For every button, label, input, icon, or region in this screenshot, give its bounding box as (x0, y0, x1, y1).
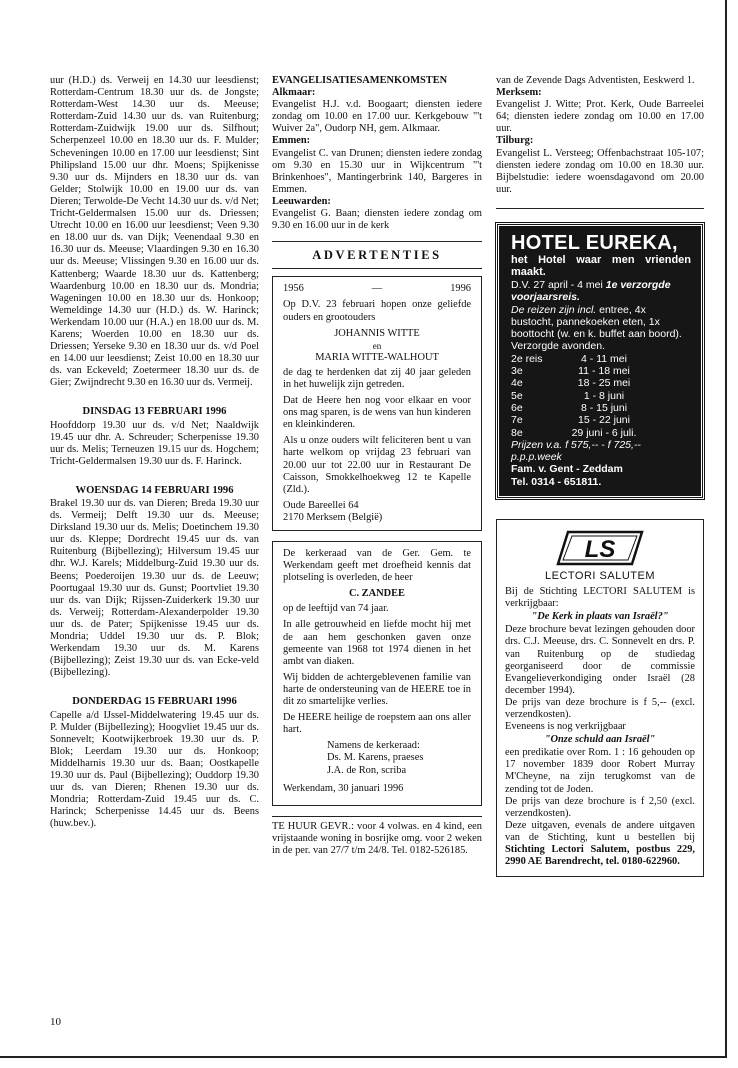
day-heading-wednesday: WOENSDAG 14 FEBRUARI 1996 (75, 484, 234, 496)
place-heading-leeuwarden: Leeuwarden: (272, 195, 331, 207)
place-text-emmen: Evangelist C. van Drunen; diensten iedere zondag om 9.30 en 15.30 uur in Wijkcentrum "'t Brinkenhoes", Mantingerbrink 140, Bargeres in Emmen. (272, 147, 482, 195)
hotel-includes-label: De reizen zijn incl. (511, 303, 597, 316)
column-1 (50, 75, 259, 830)
hotel-trip-number: 6e (511, 401, 523, 414)
obituary-age: op de leeftijd van 74 jaar. (283, 603, 389, 615)
hotel-includes-text: entree, 4x bustocht, pannekoeken eten, 1x boottocht (w. en k. buffet aan boord). Verzorgde avonden. (511, 303, 682, 353)
anniversary-address-2: 2170 Merksem (België) (283, 511, 383, 523)
svg-text:LS: LS (584, 535, 616, 563)
obituary-signature-3: J.A. de Ron, scriba (327, 764, 407, 776)
anniversary-and: en (372, 340, 382, 351)
hotel-trip-row (511, 402, 691, 414)
day-heading-tuesday: DINSDAG 13 FEBRUARI 1996 (82, 406, 227, 418)
page-number: 10 (50, 1016, 61, 1028)
hotel-trip-row (511, 365, 691, 377)
classified-ad (272, 816, 482, 857)
advertisements-heading: ADVERTENTIES (272, 241, 482, 269)
lectori-book-1-price: De prijs van deze brochure is f 5,-- (excl. verzendkosten). (505, 696, 695, 721)
services-wednesday: Brakel 19.30 uur ds. van Dieren; Breda 19.30 uur ds. Vermeij; Delft 19.30 uur ds. Meeuse; Dirksland 19.30 uur ds. Melis; Doetinchem 19.30 uur ds. Kleppe; Dordrecht 19.45 uur ds. van Ruitenburg (Bijbellezing); Hilversum 19.45 uur dhr. W.J. Karels; Middelburg-Zuid 19.30 uur ds. Beens; Poederoijen 19.30 uur ds. de Leeuw; Poortugaal 19.30 uur ds. Gunst; Poortvliet 19.30 uur ds. van Dijk; Rijssen-Zuiderkerk 19.30 uur ds. Verweij; Rotterdam-Alexanderpolder 19.30 uur ds. de Pater; Spijkenisse 19.45 uur ds. Mondria; Uddel 19.30 uur ds. P. Blok; Werkendam 19.30 uur ds. M. Karens (Bijbellezing); Zeist 19.30 uur ds. van Ecke-veld (Bijbellezing). (50, 498, 259, 679)
place-heading-tilburg: Tilburg: (496, 135, 534, 147)
classified-text: TE HUUR GEVR.: voor 4 volwas. en 4 kind, een vrijstaande woning in bosrijke omg. voor 2 weken in de per. van 27/7 t/m 24/8. Tel. 0182-526185. (272, 820, 482, 856)
anniversary-text-4: Als u onze ouders wilt feliciteren bent u van harte welkom op vrijdag 23 februari van 20.00 uur tot 22.00 uur in Restaurant De Caisson, Smokkelhoekweg 12 te Kapelle (Zld.). (283, 435, 471, 495)
hotel-subtitle: het Hotel waar men vrienden maakt. (511, 253, 691, 279)
place-heading-alkmaar: Alkmaar: (272, 87, 316, 99)
obituary-date: Werkendam, 30 januari 1996 (283, 782, 404, 794)
place-text-leeuwarden: Evangelist G. Baan; diensten iedere zondag om 9.30 en 16.00 uur in de kerk (272, 208, 482, 232)
day-heading-thursday: DONDERDAG 15 FEBRUARI 1996 (72, 696, 237, 708)
lectori-book-1: "De Kerk in plaats van Israël?" (531, 611, 669, 623)
services-tuesday: Hoofddorp 19.30 uur ds. v/d Net; Naaldwijk 19.45 uur dhr. A. Schreuder; Scherpenisse 19.30 uur ds. Melis; Terneuzen 19.15 uur ds. Hogchem; Tricht-Geldermalsen 19.30 uur ds. F. Harinck. (50, 419, 259, 467)
hotel-owner: Fam. v. Gent - Zeddam (511, 463, 623, 476)
hotel-trip-dates: D.V. 27 april - 4 mei (511, 278, 606, 291)
lectori-also: Eveneens is nog verkrijgbaar (505, 721, 626, 733)
hotel-trip-dates: 1 - 8 juni (583, 389, 625, 402)
obituary-text-3: In alle getrouwheid en liefde mocht hij met de aan hem geschonken gaven onze gemeente van 1968 tot 1974 dienen in het ambt van diaken. (283, 619, 471, 667)
lectori-book-2-desc: een predikatie over Rom. 1 : 16 gehouden op 17 november 1839 door Robert Murray M'Cheyne, na zijn terugkomst van de zending tot de Joden. (505, 747, 695, 795)
hotel-trip-dates: 11 - 18 mei (578, 365, 630, 378)
services-continued: uur (H.D.) ds. Verweij en 14.30 uur leesdienst; Rotterdam-Centrum 18.30 uur ds. de Jongste; Rotterdam-West 14.30 uur ds. Meeuse; Rotterdam-Zuid 14.30 uur ds. van Ruitenburg; Rotterdam-Zuidwijk 19.00 uur ds. Silfhout; Scherpenzeel 10.00 en 18.30 uur ds. F. Mulder; Scheveningen 10.00 en 17.00 uur leesdienst; Sint Philipsland 15.00 uur dhr. Moens; Spijkenisse 9.30 uur ds. Mijnders en 18.30 uur ds. van Gelder; Stolwijk 10.00 en 19.00 uur ds. van Dieren; Terwolde-De Vecht 14.30 uur ds. v/d Net; Tricht-Geldermalsen 15.00 uur ds. Driessen; Utrecht 10.00 en 16.00 uur leesdienst; Veen 9.30 en 18.00 uur ds. van Dijk; Veenendaal 9.30 en 16.30 uur ds. Meeuse; Vlaardingen 9.30 en 16.30 uur ds. Meeuse; Vlissingen 9.30 en 16.00 uur ds. Kattenberg; Waarde 18.30 uur ds. Kattenberg; Waardenburg 10.00 en 18.30 uur ds. Mondria; Wageningen 10.00 en 18.30 uur ds. Honkoop; Wemeldinge 14.30 uur (H.D.) ds. W. Harinck; Werkendam 10.00 uur (H.A.) en 18.00 uur ds. M. Karens; Woerden 10.00 en 18.30 uur ds. Driessen; Yerseke 9.30 en 18.30 uur ds. v/d Poel en 14.00 uur leesdienst; Zeist 10.00 en 18.30 uur ds. van Eckeveld; Zoetermeer 18.30 uur ds. de Gier; Zwijndrecht 9.30 en 16.30 uur ds. Vermeij. (50, 75, 259, 389)
year-start: 1956 (283, 283, 304, 295)
obituary-signature-1: Namens de kerkeraad: (327, 740, 420, 752)
place-heading-merksem: Merksem: (496, 87, 542, 99)
obituary-signature-2: Ds. M. Karens, praeses (327, 752, 424, 764)
lectori-salutem-logo (554, 528, 646, 568)
anniversary-address-1: Oude Bareellei 64 (283, 499, 359, 511)
obituary-text-4: Wij bidden de achtergeblevenen familie van harte de ondersteuning van de HEERE toe in dit zo smartelijke verlies. (283, 671, 471, 708)
hotel-trip-row (511, 390, 691, 402)
anniversary-text-3: Dat de Heere hen nog voor elkaar en voor ons mag sparen, is de wens van hun kinderen en kleinkinderen. (283, 395, 471, 431)
obituary-announcement (272, 541, 482, 806)
hotel-trip-dates: 4 - 11 mei (581, 352, 627, 365)
section-title-evangelisation: EVANGELISATIESAMENKOMSTEN (272, 75, 448, 86)
place-text-continued: van de Zevende Dags Adventisten, Eeskwerd 1. (496, 75, 695, 86)
anniversary-announcement (272, 276, 482, 531)
hotel-title: HOTEL EUREKA, (511, 231, 678, 254)
year-end: 1996 (450, 283, 471, 295)
anniversary-text-2: de dag te herdenken dat zij 40 jaar geleden in het huwelijk zijn getreden. (283, 366, 471, 390)
hotel-trip-number: 2e reis (511, 352, 543, 365)
hotel-trip-dates: 15 - 22 juni (578, 414, 630, 427)
hotel-trip-dates: 18 - 25 mei (577, 377, 631, 390)
hotel-trip-row (511, 377, 691, 389)
hotel-trip-title: 1e verzorgde voorjaarsreis. (511, 278, 671, 304)
page-frame-right (725, 0, 727, 1058)
hotel-trip-row (511, 353, 691, 365)
hotel-trip-number: 8e (511, 426, 523, 439)
lectori-order-text: Deze uitgaven, evenals de andere uitgaven van de Stichting, kunt u bestellen bij (505, 819, 695, 843)
column-2 (272, 75, 482, 857)
obituary-text-5: De HEERE heilige de roepstem aan ons aller hart. (283, 712, 471, 736)
hotel-trip-number: 5e (511, 389, 523, 402)
lectori-intro: Bij de Stichting LECTORI SALUTEM is verkrijgbaar: (505, 586, 695, 610)
year-dash: — (371, 283, 383, 295)
hotel-trip-number: 3e (511, 365, 523, 378)
hotel-trip-number: 4e (511, 377, 523, 390)
hotel-trip-row (511, 427, 691, 439)
lectori-book-2-price: De prijs van deze brochure is f 2,50 (excl. verzendkosten). (505, 795, 695, 819)
lectori-title: LECTORI SALUTEM (545, 569, 655, 582)
place-text-tilburg: Evangelist L. Versteeg; Offenbachstraat 105-107; diensten iedere zondag om 10.00 en 18.30 uur. Bijbelstudie: iedere woensdagavond om 20.00 uur. (496, 147, 704, 195)
hotel-trip-row (511, 414, 691, 426)
hotel-trip-line (511, 279, 691, 304)
anniversary-name-1: JOHANNIS WITTE (334, 327, 420, 339)
hotel-trip-list (511, 353, 691, 439)
obituary-intro: De kerkeraad van de Ger. Gem. te Werkendam geeft met droefheid kennis dat plotseling is overleden, de heer (283, 548, 471, 584)
place-text-merksem: Evangelist J. Witte; Prot. Kerk, Oude Barreelei 64; diensten iedere zondag om 10.00 en 17.00 uur. (496, 99, 704, 135)
page-frame-bottom (0, 1056, 727, 1058)
place-heading-emmen: Emmen: (272, 135, 311, 147)
hotel-price: Prijzen v.a. f 575,-- - f 725,-- p.p.p.week (511, 438, 641, 464)
lectori-book-2: "Onze schuld aan Israël" (544, 734, 656, 746)
hotel-includes (511, 304, 691, 353)
hotel-phone: Tel. 0314 - 651811. (511, 475, 602, 488)
hotel-trip-dates: 8 - 15 juni (580, 401, 628, 414)
divider (496, 208, 704, 209)
obituary-name: C. ZANDEE (348, 588, 405, 600)
anniversary-intro: Op D.V. 23 februari hopen onze geliefde ouders en grootouders (283, 299, 471, 323)
lectori-salutem-ad (496, 519, 704, 877)
lectori-order-address: Stichting Lectori Salutem, postbus 229, 2990 AE Barendrecht, tel. 0180-622960. (505, 844, 695, 868)
anniversary-years (283, 283, 471, 295)
lectori-order (505, 820, 695, 868)
place-text-alkmaar: Evangelist H.J. v.d. Boogaart; diensten iedere zondag om 10.00 en 17.00 uur. Kerkgebouw "'t Wuiver 2a", Oudorp NH, gem. Alkmaar. (272, 99, 482, 135)
anniversary-name-2: MARIA WITTE-WALHOUT (315, 351, 439, 363)
lectori-book-1-desc: Deze brochure bevat lezingen gehouden door drs. C.J. Meeuse, drs. C. Sonnevelt en drs. P. van Ruitenburg op de studiedag georganiseerd door de commissie Evangelieverkondiging onder Israël (28 december 1994). (505, 624, 695, 696)
services-thursday: Capelle a/d IJssel-Middelwatering 19.45 uur ds. P. Mulder (Bijbellezing); Hoogvliet 19.45 uur ds. Sonnevelt; Kootwijkerbroek 19.30 uur ds. P. Blok; Leerdam 19.30 uur ds. Honkoop; Middelharnis 19.30 uur ds. Baan; Oostkapelle 19.30 uur ds. Paul (Bijbellezing); Ouddorp 19.30 uur ds. van Dieren; Rhenen 19.30 uur ds. Mondria; Rotterdam-Zuid 19.45 uur ds. C. Harinck; Scherpenisse 14.45 uur ds. Beens (huw.bev.). (50, 709, 259, 830)
hotel-trip-number: 7e (511, 414, 523, 427)
column-3 (496, 75, 704, 877)
hotel-eureka-ad (496, 223, 704, 499)
hotel-trip-dates: 29 juni - 6 juli. (571, 426, 637, 439)
